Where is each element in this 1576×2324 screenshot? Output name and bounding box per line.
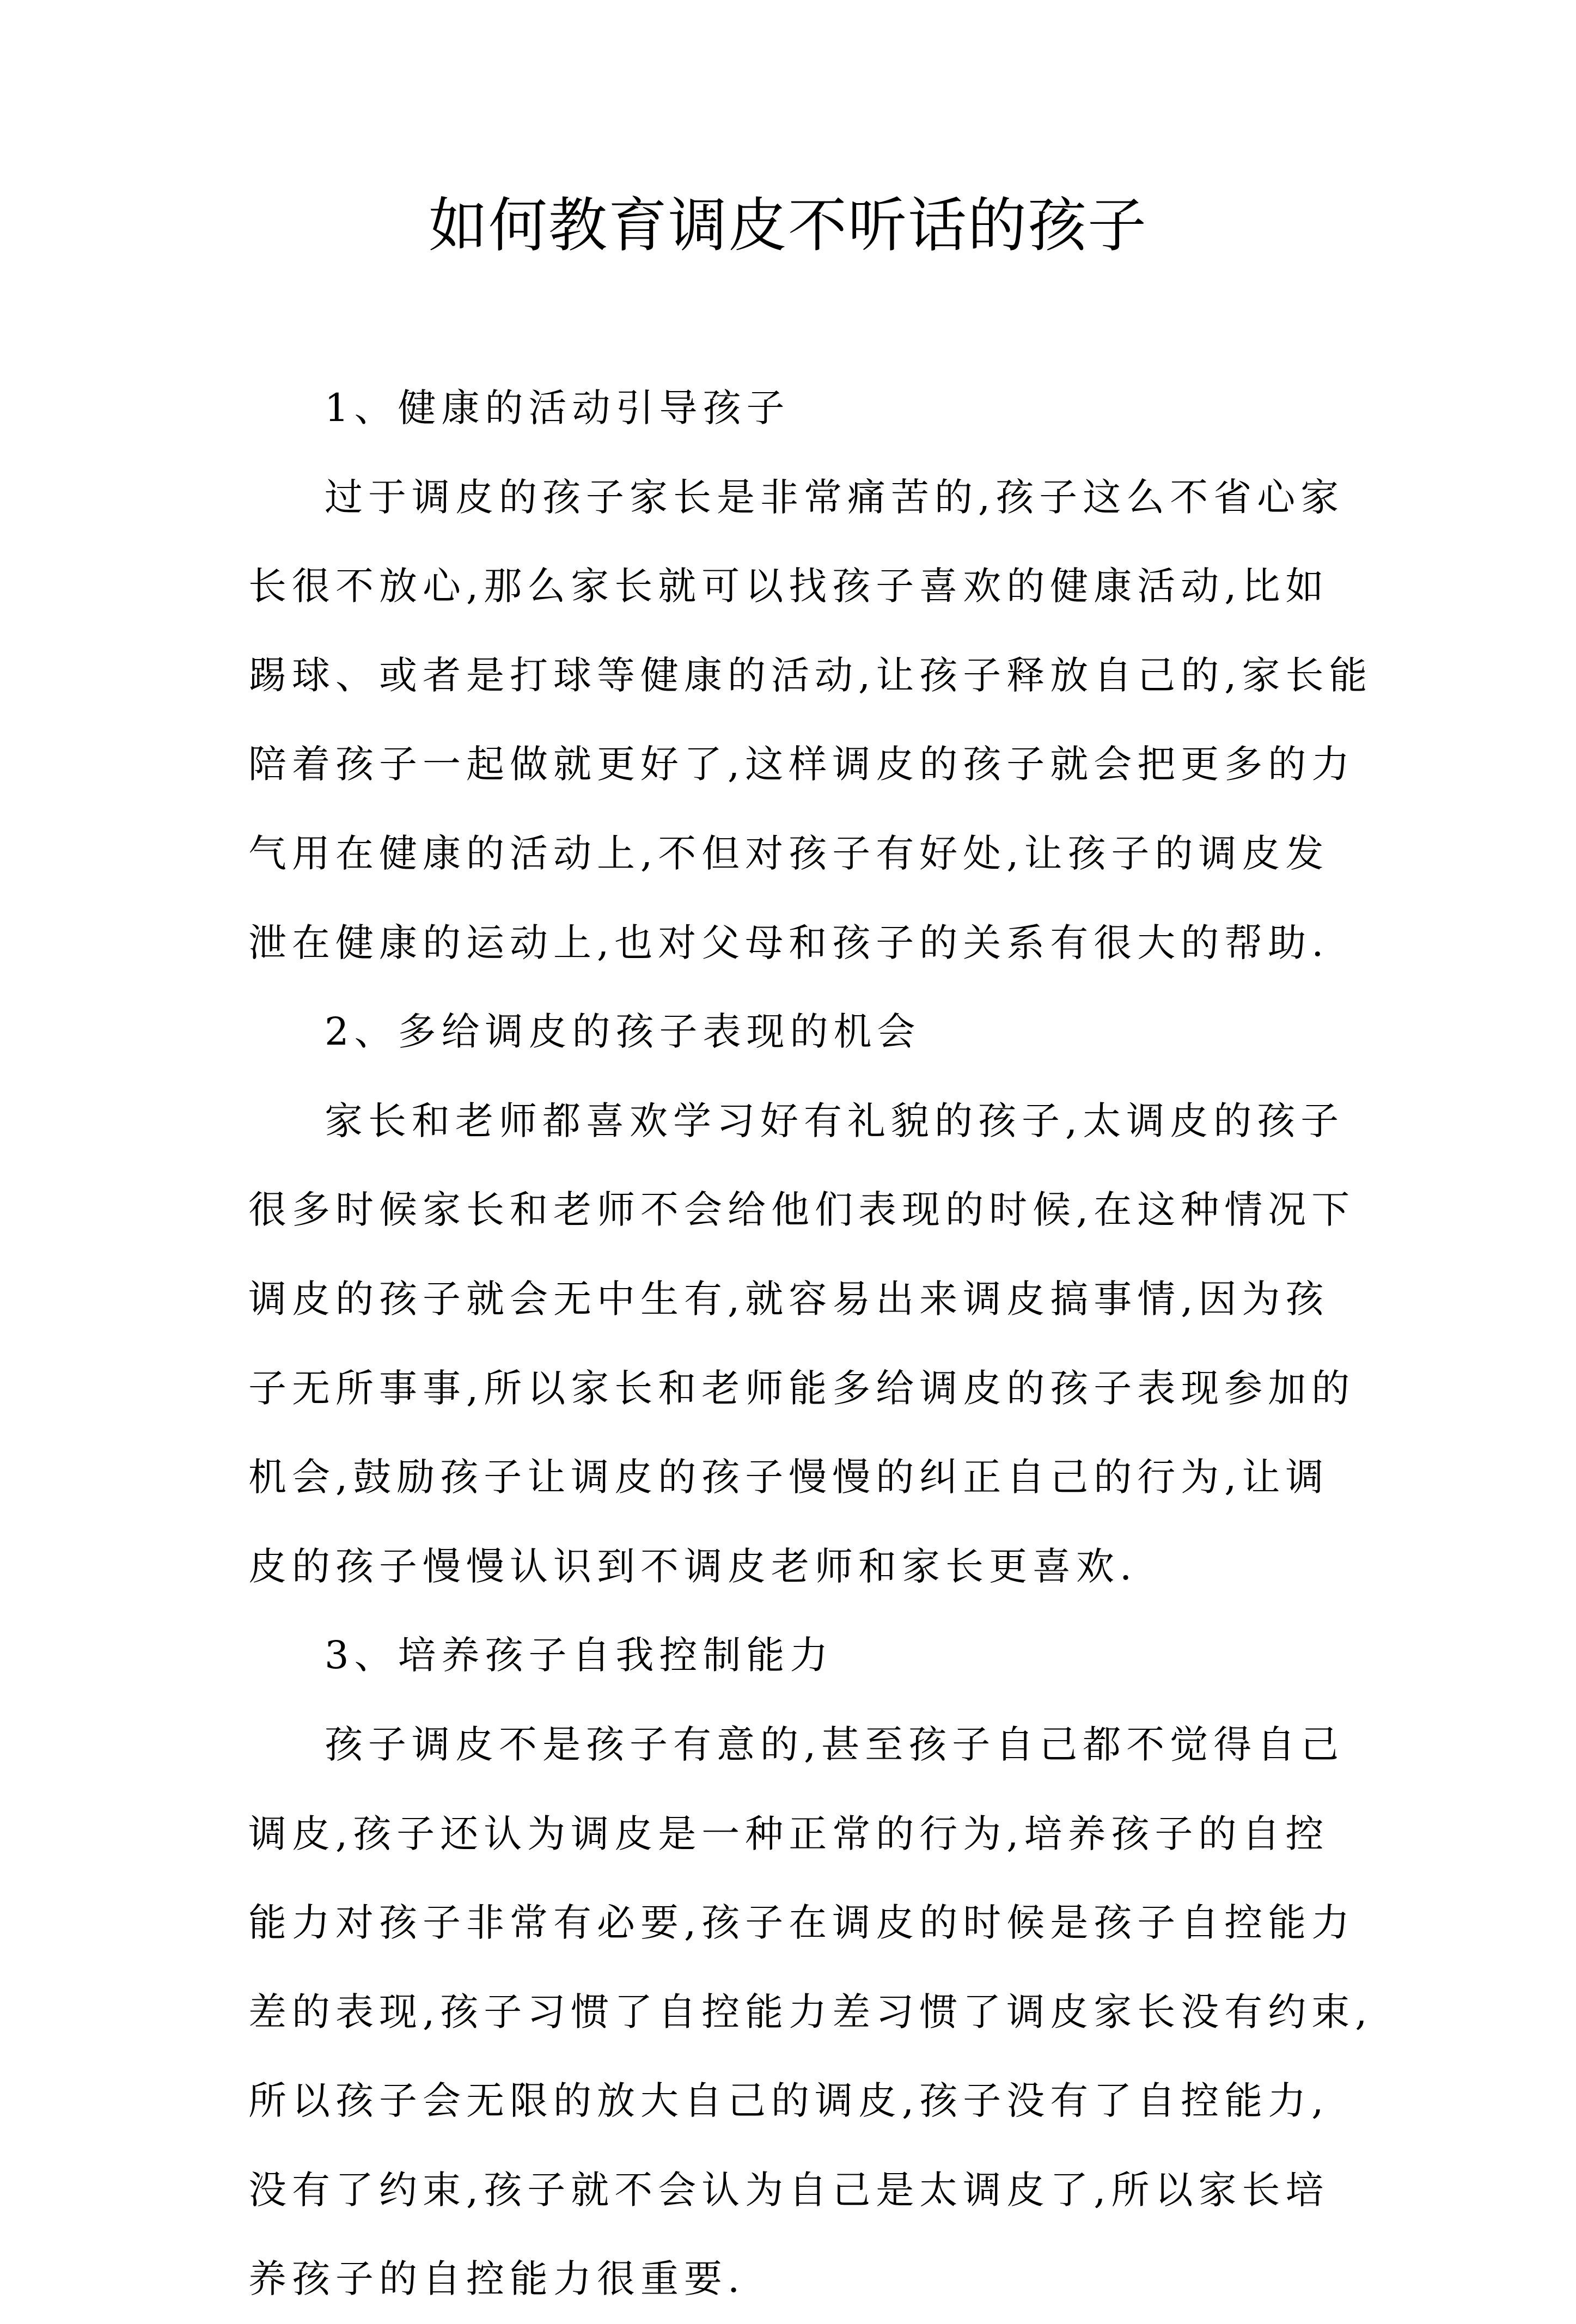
paragraph-line: 长很不放心,那么家长就可以找孩子喜欢的健康活动,比如 [248,564,1329,609]
paragraph-line: 没有了约束,孩子就不会认为自己是太调皮了,所以家长培 [248,2167,1329,2212]
document-title: 如何教育调皮不听话的孩子 [428,192,1147,260]
section-heading: 2、多给调皮的孩子表现的机会 [325,1009,921,1054]
paragraph-line: 家长和老师都喜欢学习好有礼貌的孩子,太调皮的孩子 [325,1098,1345,1143]
paragraph-line: 过于调皮的孩子家长是非常痛苦的,孩子这么不省心家 [325,474,1345,520]
paragraph-line: 陪着孩子一起做就更好了,这样调皮的孩子就会把更多的力 [248,742,1355,787]
paragraph-line: 皮的孩子慢慢认识到不调皮老师和家长更喜欢. [248,1544,1138,1589]
paragraph-line: 所以孩子会无限的放大自己的调皮,孩子没有了自控能力, [248,2078,1329,2124]
paragraph-line: 气用在健康的活动上,不但对孩子有好处,让孩子的调皮发 [248,831,1329,876]
paragraph-line: 差的表现,孩子习惯了自控能力差习惯了调皮家长没有约束, [248,1989,1373,2034]
paragraph-line: 孩子调皮不是孩子有意的,甚至孩子自己都不觉得自己 [325,1722,1345,1767]
paragraph-line: 子无所事事,所以家长和老师能多给调皮的孩子表现参加的 [248,1365,1355,1411]
paragraph-line: 调皮的孩子就会无中生有,就容易出来调皮搞事情,因为孩 [248,1276,1329,1321]
section-heading: 3、培养孩子自我控制能力 [325,1633,834,1678]
paragraph-line: 机会,鼓励孩子让调皮的孩子慢慢的纠正自己的行为,让调 [248,1455,1329,1500]
paragraph-line: 养孩子的自控能力很重要. [248,2256,746,2302]
paragraph-line: 调皮,孩子还认为调皮是一种正常的行为,培养孩子的自控 [248,1811,1329,1856]
section-heading: 1、健康的活动引导孩子 [325,386,790,430]
paragraph-line: 泄在健康的运动上,也对父母和孩子的关系有很大的帮助. [248,920,1329,965]
paragraph-line: 踢球、或者是打球等健康的活动,让孩子释放自己的,家长能 [248,652,1373,698]
paragraph-line: 很多时候家长和老师不会给他们表现的时候,在这种情况下 [248,1187,1355,1233]
document-body [248,364,1373,2324]
paragraph-line: 能力对孩子非常有必要,孩子在调皮的时候是孩子自控能力 [248,1900,1355,1945]
